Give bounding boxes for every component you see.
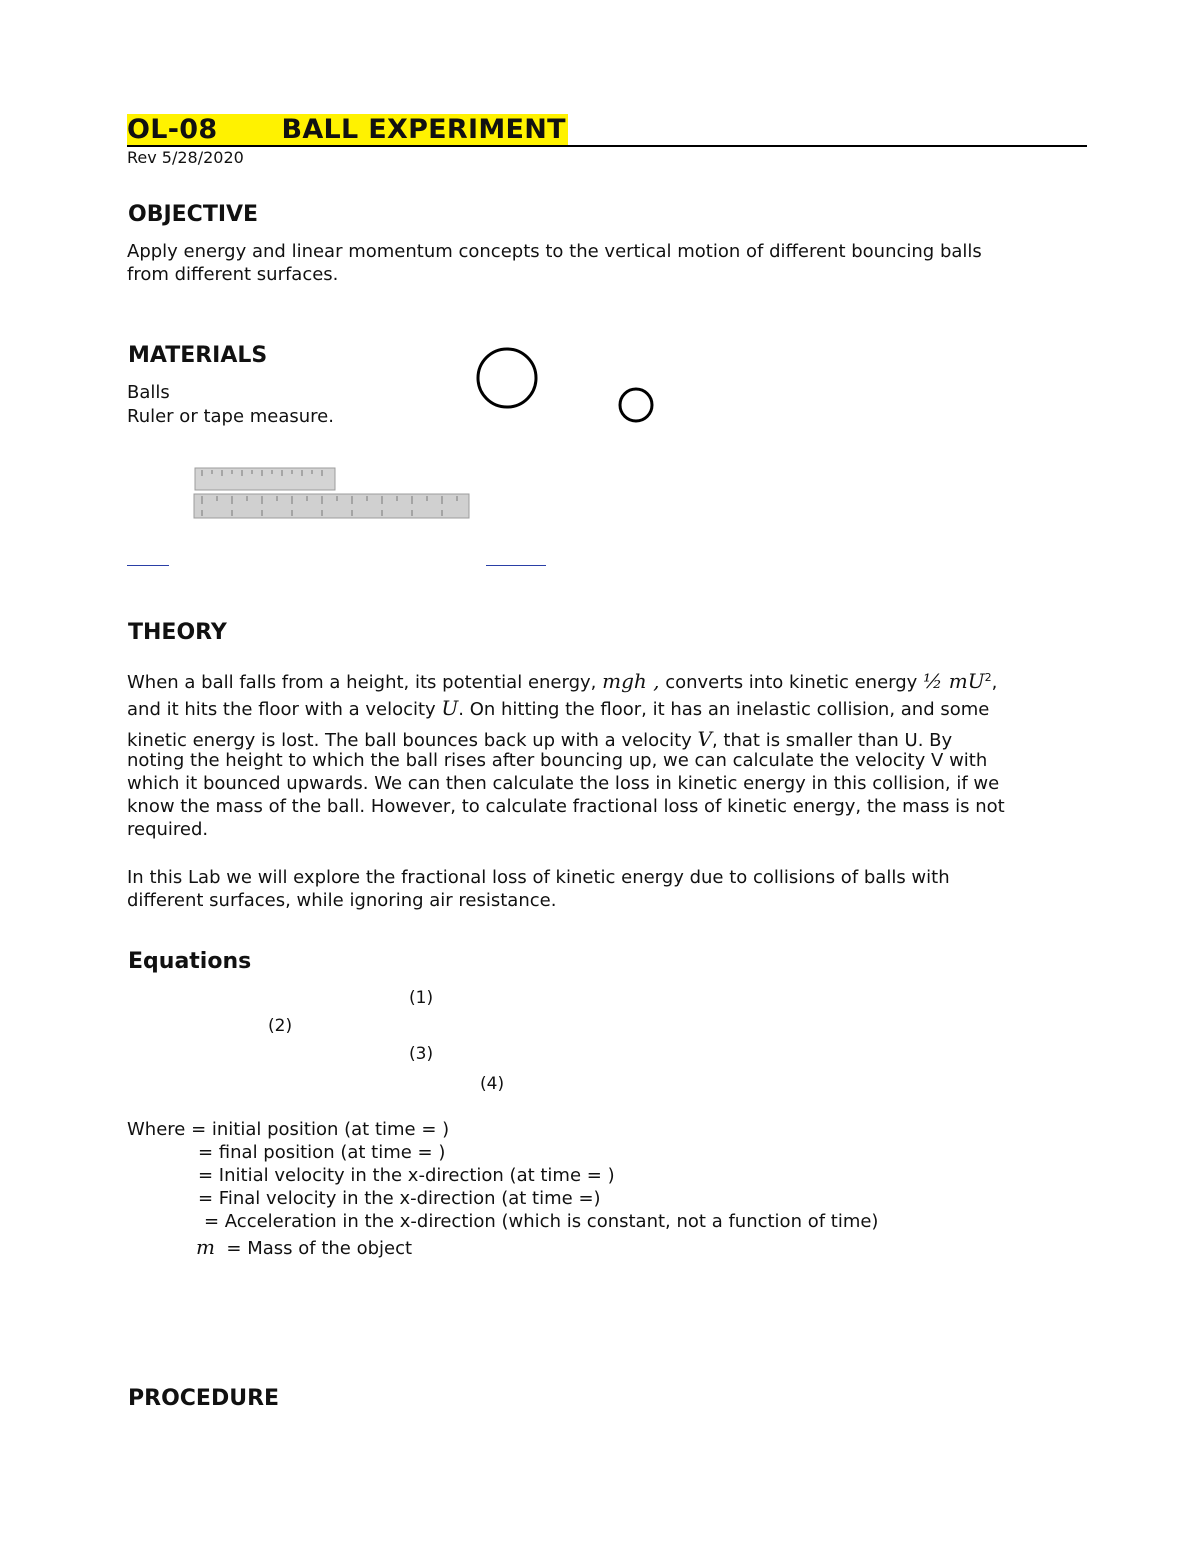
theory-line: and it hits the floor with a velocity U. On hitting the floor, it has an inelastic collision, and some <box>127 696 990 720</box>
material-item-balls: Balls <box>127 382 170 403</box>
theory-line: different surfaces, while ignoring air resistance. <box>127 890 557 911</box>
definition-final-velocity: = Final velocity in the x-direction (at time =) <box>198 1188 601 1209</box>
title-bar <box>127 114 1087 147</box>
equation-number-3: (3) <box>409 1044 434 1064</box>
image-link-1[interactable] <box>127 565 169 566</box>
materials-list <box>127 381 334 429</box>
theory-line: which it bounced upwards. We can then calculate the loss in kinetic energy in this collision, if we <box>127 773 1000 794</box>
equations-heading: Equations <box>128 949 252 974</box>
procedure-heading: PROCEDURE <box>128 1386 280 1411</box>
theory-line: kinetic energy is lost. The ball bounces back up with a velocity V, that is smaller than U. By <box>127 727 953 751</box>
objective-heading: OBJECTIVE <box>128 202 259 227</box>
large-ball-image <box>470 344 550 414</box>
theory-line: required. <box>127 819 209 840</box>
definition-initial-velocity: = Initial velocity in the x-direction (at time = ) <box>198 1165 615 1186</box>
image-link-2[interactable] <box>486 565 546 566</box>
title-code: OL-08 <box>127 114 218 145</box>
small-ball-icon <box>620 389 652 421</box>
small-ball-image <box>612 384 660 428</box>
equation-number-1: (1) <box>409 988 434 1008</box>
where-label: Where = initial position (at time = ) <box>127 1119 450 1140</box>
objective-line: Apply energy and linear momentum concepts to the vertical motion of different bouncing balls <box>127 241 982 262</box>
theory-line: In this Lab we will explore the fractional loss of kinetic energy due to collisions of balls with <box>127 867 950 888</box>
equation-number-4: (4) <box>480 1074 505 1094</box>
theory-line: know the mass of the ball. However, to calculate fractional loss of kinetic energy, the mass is not <box>127 796 1005 817</box>
equation-number-2: (2) <box>268 1016 293 1036</box>
objective-line: from different surfaces. <box>127 264 339 285</box>
definition-acceleration: = Acceleration in the x-direction (which is constant, not a function of time) <box>204 1211 879 1232</box>
large-ball-icon <box>478 349 536 407</box>
title-text: BALL EXPERIMENT <box>281 114 566 145</box>
theory-line: When a ball falls from a height, its potential energy, mgh , converts into kinetic energy ½ $mU^2$, <box>127 669 998 693</box>
revision-date: Rev 5/28/2020 <box>127 148 244 167</box>
document-title <box>127 114 568 145</box>
materials-heading: MATERIALS <box>128 343 268 368</box>
ruler-image <box>192 466 474 522</box>
theory-heading: THEORY <box>128 620 227 645</box>
theory-paragraph-1 <box>127 662 1107 841</box>
material-item-ruler: Ruler or tape measure. <box>127 406 334 427</box>
definition-mass: m = Mass of the object <box>196 1235 413 1259</box>
theory-paragraph-2 <box>127 866 950 912</box>
definition-final-position: = final position (at time = ) <box>198 1142 446 1163</box>
objective-text <box>127 240 982 286</box>
theory-line: noting the height to which the ball rises after bouncing up, we can calculate the velocity V with <box>127 750 988 771</box>
